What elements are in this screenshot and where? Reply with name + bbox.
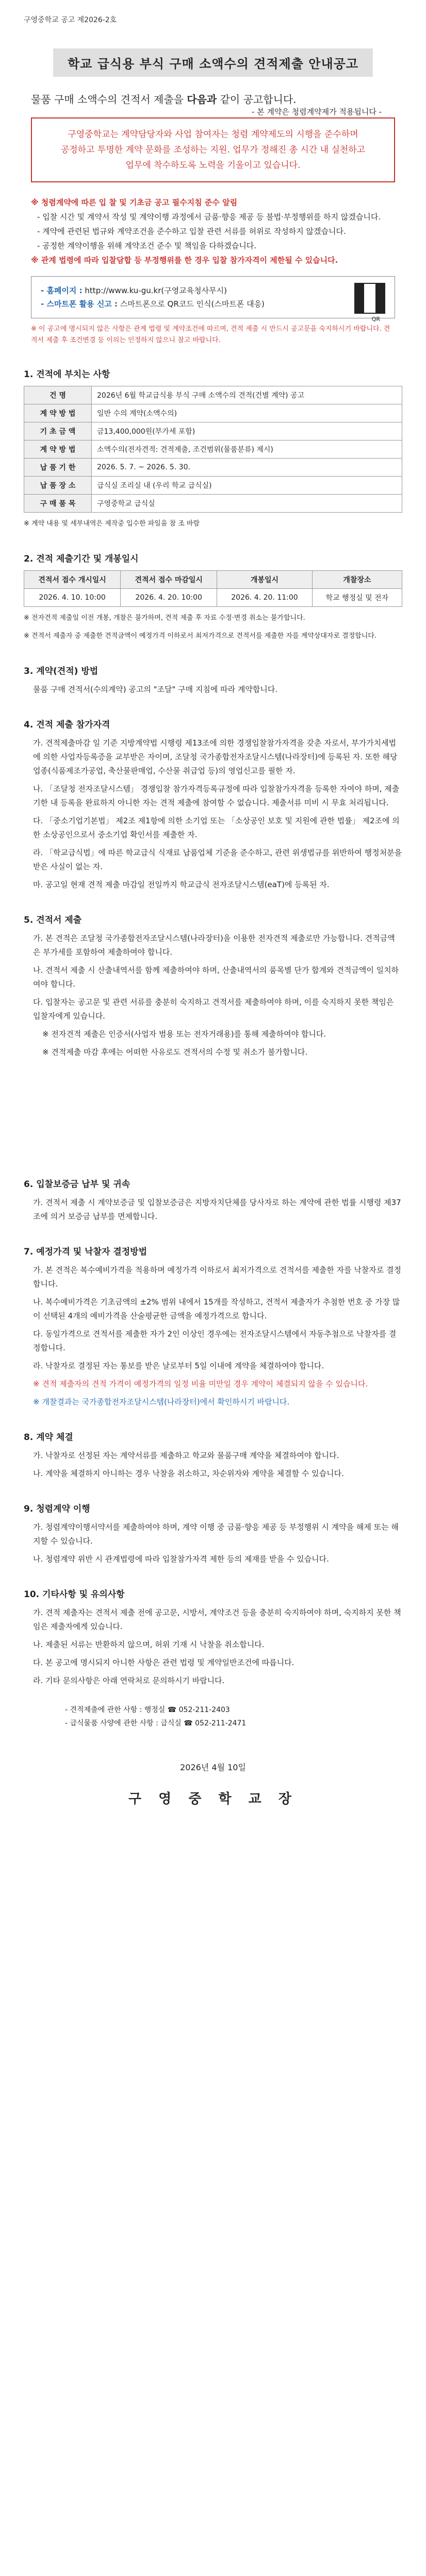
contact-line: - 급식물품 사양에 관한 사항 : 급식실 ☎ 052-211-2471 <box>65 1719 247 1727</box>
table-value: 금13,400,000원(부가세 포함) <box>92 422 402 440</box>
section-paragraph: 가. 청렴계약이행서약서를 제출하여야 하며, 계약 이행 중 금품·향응 제공 등 부정행위 시 계약을 해제 또는 해지할 수 있습니다. <box>33 1522 399 1546</box>
homepage-link[interactable]: http://www.ku-gu.kr(구영교육청사무시) <box>85 286 227 295</box>
notice-subtitle <box>31 91 402 116</box>
integrity-line: 구영중학교는 계약담당자와 사업 참여자는 청렴 계약제도의 시행을 준수하며 <box>68 129 358 140</box>
section-4 <box>24 717 402 892</box>
table-row <box>24 386 402 404</box>
contact-block <box>65 1703 402 1730</box>
bullet-list <box>31 196 395 267</box>
section-paragraph: 가. 본 견적은 조달청 국가종합전자조달시스템(나라장터)을 이용한 전자견적 제출로만 가능합니다. 견적금액은 부가세를 포함하여 제출하여야 합니다. <box>33 934 395 957</box>
table-row <box>24 495 402 513</box>
subtitle-highlight: 다음과 <box>187 93 217 106</box>
table-key: 계 약 방 법 <box>24 440 92 459</box>
table-key: 납 품 장 소 <box>24 477 92 495</box>
table-header: 견적서 접수 마감일시 <box>121 571 217 589</box>
section-1 <box>24 367 402 531</box>
section-title: 4. 견적 제출 참가자격 <box>24 720 110 730</box>
bullet-item: ※ 청렴계약에 따른 입 찰 및 기초금 공고 필수지침 준수 알림 <box>31 198 238 207</box>
title-wrap <box>24 48 402 77</box>
info-line <box>41 297 385 311</box>
section-title: 1. 견적에 부치는 사항 <box>24 369 110 380</box>
section-paragraph: 라. 「학교급식법」에 따른 학교급식 식재료 납품업체 기준을 준수하고, 관련 위생법규를 위반하여 행정처분을 받은 사실이 없는 자. <box>33 848 402 871</box>
section-5 <box>24 912 402 1059</box>
table-row <box>24 422 402 440</box>
table-cell: 2026. 4. 10. 10:00 <box>24 589 121 607</box>
section-paragraph: 다. 동일가격으로 견적서를 제출한 자가 2인 이상인 경우에는 전자조달시스템에서 자동추첨으로 낙찰자를 결정합니다. <box>33 1329 397 1352</box>
table-key: 계 약 방 법 <box>24 404 92 422</box>
table-header: 개봉일시 <box>217 571 312 589</box>
bullet-item: - 입찰 시간 및 계약서 작성 및 계약이행 과정에서 금품·향응 제공 등 불법·부정행위를 하지 않겠습니다. <box>37 212 381 222</box>
issuer-name: 구 영 중 학 교 장 <box>128 1791 298 1807</box>
contact-line: - 견적제출에 관한 사항 : 행정실 ☎ 052-211-2403 <box>65 1706 230 1714</box>
table-row <box>24 440 402 459</box>
section-paragraph: 나. 청렴계약 위반 시 관계법령에 따라 입찰참가자격 제한 등의 제재를 받을 수 있습니다. <box>33 1554 329 1564</box>
section-paragraph: 다. 입찰자는 공고문 및 관련 서류를 충분히 숙지하고 견적서를 제출하여야 하며, 이를 숙지하지 못한 책임은 입찰자에게 있습니다. <box>33 997 394 1021</box>
info-panel <box>31 276 395 323</box>
table-value: 소액수의(전자견적: 견적제출, 조건범위(물품분류) 제시) <box>92 440 402 459</box>
section-3 <box>24 664 402 697</box>
section-paragraph: 라. 낙찰자로 결정된 자는 통보를 받은 날로부터 5일 이내에 계약을 체결하여야 합니다. <box>33 1361 324 1370</box>
section-title: 10. 기타사항 및 유의사항 <box>24 1589 125 1600</box>
section-6 <box>24 1177 402 1224</box>
section-note: ※ 견적서 제출자 중 제출한 견적금액이 예정가격 이하로서 최저가격으로 견적서를 제출한 자를 계약상대자로 결정합니다. <box>24 632 377 640</box>
integrity-line: 업무에 착수하도록 노력을 기울이고 있습니다. <box>125 160 301 171</box>
issue-date: 2026년 4월 10일 <box>180 1762 246 1772</box>
gazette-reference: 구영중학교 공고 제2026-2호 <box>24 16 117 24</box>
bullet-item: - 공정한 계약이행을 위해 계약조건 준수 및 책임을 다하겠습니다. <box>37 241 257 250</box>
section-2 <box>24 551 402 643</box>
section-7 <box>24 1244 402 1409</box>
table-value: 급식실 조리실 내 (우리 학교 급식실) <box>92 477 402 495</box>
section-warning: ※ 견적 제출자의 견적 가격이 예정가격의 일정 비율 미만일 경우 계약이 체결되지 않을 수 있습니다. <box>33 1379 368 1388</box>
section-title: 9. 청렴계약 이행 <box>24 1504 90 1514</box>
table-row <box>24 589 402 607</box>
section-paragraph: 나. 계약을 체결하지 아니하는 경우 낙찰을 취소하고, 차순위자와 계약을 체결할 수 있습니다. <box>33 1469 344 1478</box>
table-header: 개찰장소 <box>312 571 402 589</box>
section-paragraph: 다. 본 공고에 명시되지 아니한 사항은 관련 법령 및 계약일반조건에 따릅니다. <box>33 1658 294 1667</box>
section-paragraph: 가. 본 견적은 복수예비가격을 적용하며 예정가격 이하로서 최저가격으로 견적서를 제출한 자를 낙찰자로 결정합니다. <box>33 1265 402 1289</box>
section-subnote: ※ 전자견적 제출은 인증서(사업자 범용 또는 전자거래용)를 통해 제출하여야 합니다. <box>42 1029 326 1039</box>
table-header: 견적서 접수 개시일시 <box>24 571 121 589</box>
page-spacer <box>24 1063 402 1156</box>
section-paragraph: 다. 「중소기업기본법」 제2조 제1항에 의한 소기업 또는 「소상공인 보호 및 지원에 관한 법률」 제2조에 의한 소상공인으로서 중소기업 확인서를 제출한 자. <box>33 816 400 839</box>
bullet-item: - 계약에 관련된 법규와 계약조건을 준수하고 입찰 관련 서류를 허위로 작성하지 않겠습니다. <box>37 227 346 236</box>
contract-info-table <box>24 386 402 513</box>
section-title: 2. 견적 제출기간 및 개봉일시 <box>24 554 139 564</box>
info-line <box>41 284 385 297</box>
section-paragraph: 나. 「조달청 전자조달시스템」 경쟁입찰 참가자격등록규정에 따라 입찰참가자격을 등록한 자여야 하며, 제출 기한 내 등록을 완료하지 아니한 자는 견적 제출에 참여할 수 없습니다. 제출서류 미비 시 무효 처리됩니다. <box>33 784 400 807</box>
section-8 <box>24 1430 402 1481</box>
table-value: 2026년 6월 학교급식용 부식 구매 소액수의 견적(건별 계약) 공고 <box>92 386 402 404</box>
section-title: 5. 견적서 제출 <box>24 915 82 925</box>
section-paragraph: 나. 제출된 서류는 반환하지 않으며, 허위 기재 시 낙찰을 취소합니다. <box>33 1640 265 1649</box>
table-row <box>24 477 402 495</box>
section-paragraph: 나. 견적서 제출 시 산출내역서를 함께 제출하여야 하며, 산출내역서의 품목별 단가 합계와 견적금액이 일치하여야 합니다. <box>33 965 399 989</box>
integrity-line: 공정하고 투명한 계약 문화를 조성하는 지원. 업무가 정해진 총 시간 내 실천하고 <box>60 145 366 155</box>
section-info: ※ 개찰결과는 국가종합전자조달시스템(나라장터)에서 확인하시기 바랍니다. <box>33 1397 290 1406</box>
subtitle-suffix: 같이 공고합니다. <box>217 93 297 106</box>
info-label: - 스마트폰 활용 신고 : <box>41 299 118 309</box>
page-title: 학교 급식용 부식 구매 소액수의 견적제출 안내공고 <box>53 48 373 77</box>
section-paragraph: 마. 공고일 현재 견적 제출 마감일 전일까지 학교급식 전자조달시스템(eaT)에 등록된 자. <box>33 880 330 889</box>
section-title: 6. 입찰보증금 납부 및 귀속 <box>24 1179 130 1190</box>
table-value: 2026. 5. 7. ~ 2026. 5. 30. <box>92 459 402 477</box>
table-cell: 2026. 4. 20. 11:00 <box>217 589 312 607</box>
section-note: ※ 전자견적 제출일 이전 개봉, 개찰은 불가하며, 견적 제출 후 자료 수정·변경 취소는 불가합니다. <box>24 614 305 622</box>
schedule-table <box>24 570 402 607</box>
subtitle-right: - 본 계약은 청렴계약제가 적용됩니다 - <box>251 107 382 116</box>
table-row <box>24 404 402 422</box>
red-notice: ※ 이 공고에 명시되지 않은 사항은 관계 법령 및 계약조건에 따르며, 견적 제출 시 반드시 공고문을 숙지하시기 바랍니다. 견적서 제출 후 조건변경 등 이의는 인정하지 않으니 참고 바랍니다. <box>31 325 390 344</box>
section-10 <box>24 1587 402 1688</box>
section-subnote: ※ 견적제출 마감 후에는 어떠한 사유로도 견적서의 수정 및 취소가 불가합니다. <box>42 1047 308 1057</box>
table-value: 구영중학교 급식실 <box>92 495 402 513</box>
section-paragraph: 나. 복수예비가격은 기초금액의 ±2% 범위 내에서 15개를 작성하고, 견적서 제출자가 추첨한 번호 중 가장 많이 선택된 4개의 예비가격을 산술평균한 금액을 예정가격으로 합니다. <box>33 1297 400 1320</box>
table-cell: 2026. 4. 20. 10:00 <box>121 589 217 607</box>
table-key: 건 명 <box>24 386 92 404</box>
info-label: - 홈페이지 : <box>41 286 83 295</box>
table-cell: 학교 행정실 및 전자 <box>312 589 402 607</box>
table-row <box>24 459 402 477</box>
table-header-row <box>24 571 402 589</box>
section-paragraph: 가. 견적 제출자는 견적서 제출 전에 공고문, 시방서, 계약조건 등을 충분히 숙지하여야 하며, 숙지하지 못한 책임은 제출자에게 있습니다. <box>33 1608 401 1631</box>
table-key: 납 품 기 한 <box>24 459 92 477</box>
qr-code-icon[interactable] <box>354 283 385 314</box>
footer <box>24 1761 402 1807</box>
section-paragraph: 가. 낙찰자로 선정된 자는 계약서류를 제출하고 학교와 물품구매 계약을 체결하여야 합니다. <box>33 1451 339 1460</box>
section-title: 7. 예정가격 및 낙찰자 결정방법 <box>24 1247 148 1257</box>
qr-label: QR <box>371 316 380 323</box>
section-paragraph: 라. 기타 문의사항은 아래 연락처로 문의하시기 바랍니다. <box>33 1676 225 1685</box>
section-paragraph: 가. 견적제출마감 일 기준 지방계약법 시행령 제13조에 의한 경쟁입찰참가자격을 갖춘 자로서, 부가가치세법에 의한 사업자등록증을 교부받은 자이며, 조달청 국가종합전자조달시스템(나라장터)에 등록된 자. 또한 해당 업종(식품제조가공업, 축산물판매업, 수산물 취급업 등)의 영업신고를 필한 자. <box>33 738 398 775</box>
table-value: 일반 수의 계약(소액수의) <box>92 404 402 422</box>
integrity-notice-box <box>31 117 395 182</box>
table-key: 구 매 품 목 <box>24 495 92 513</box>
section-title: 8. 계약 체결 <box>24 1432 73 1443</box>
section-9 <box>24 1501 402 1566</box>
info-value: 스마트폰으로 QR코드 인식(스마트폰 대응) <box>120 299 265 309</box>
bullet-item: ※ 관계 법령에 따라 입찰담합 등 부정행위를 한 경우 입찰 참가자격이 제한될 수 있습니다. <box>31 256 338 265</box>
section-paragraph: 가. 견적서 제출 시 계약보증금 및 입찰보증금은 지방자치단체를 당사자로 하는 계약에 관한 법률 시행령 제37조에 의거 보증금 납부를 면제합니다. <box>33 1198 401 1221</box>
section-title: 3. 계약(견적) 방법 <box>24 666 99 676</box>
subtitle-prefix: 물품 구매 소액수의 견적서 제출을 <box>31 93 187 106</box>
section-paragraph: 물품 구매 견적서(수의계약) 공고의 "조달" 구매 지침에 따라 계약합니다. <box>33 685 278 694</box>
section-note: ※ 계약 내용 및 세부내역은 제작중 입수한 파일을 참 조 바람 <box>24 520 200 528</box>
table-key: 기 초 금 액 <box>24 422 92 440</box>
